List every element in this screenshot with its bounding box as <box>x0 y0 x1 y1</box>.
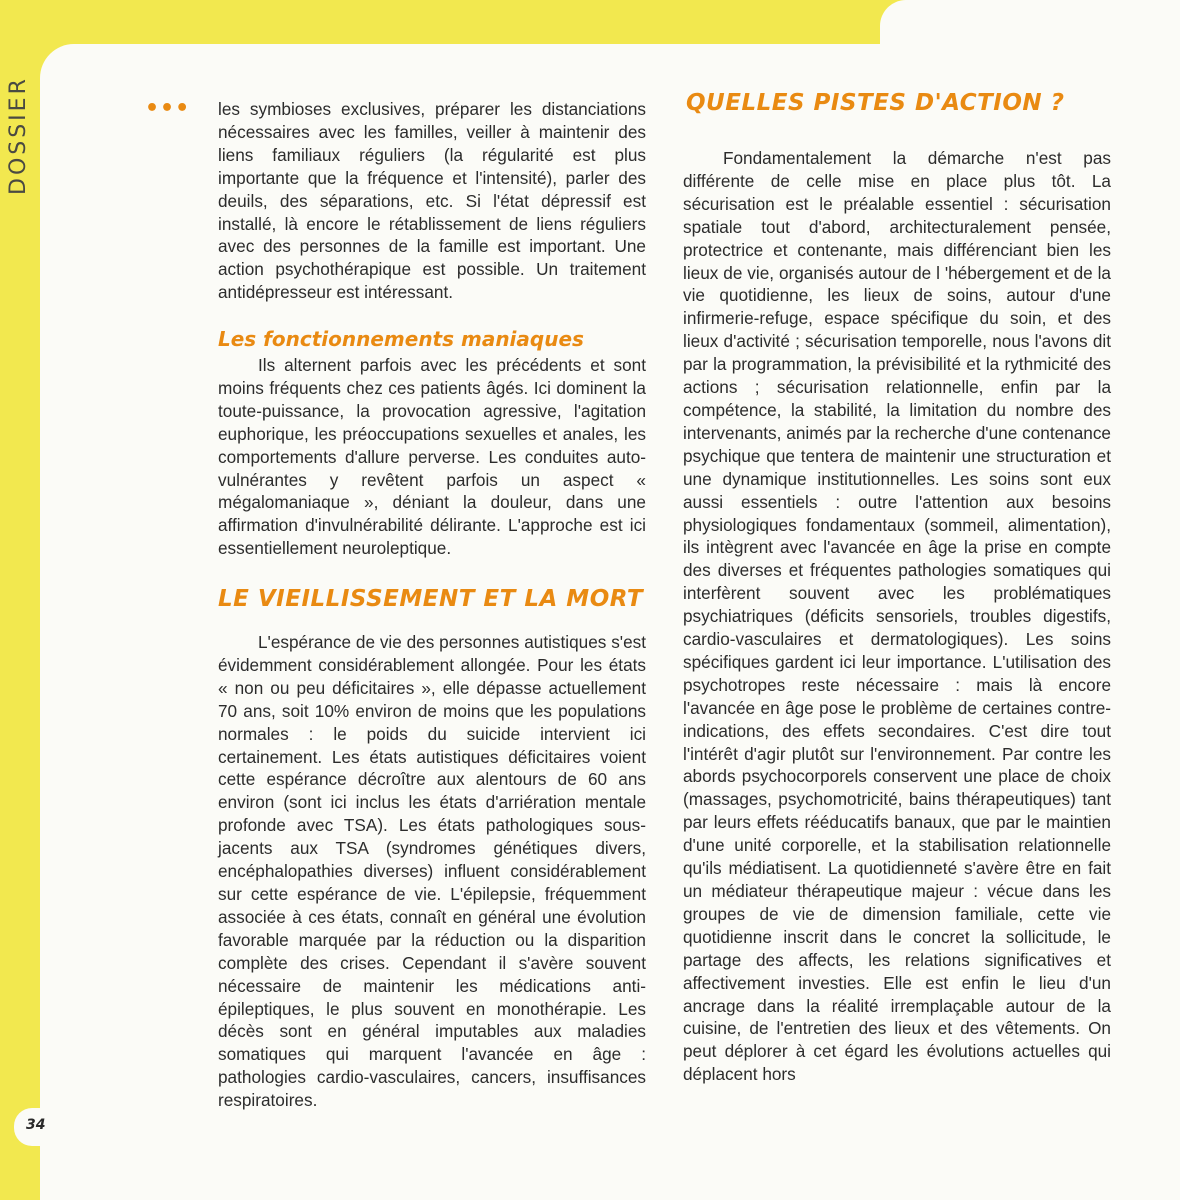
section-tab-label: DOSSIER <box>6 76 31 195</box>
subheading-wrap <box>218 327 584 351</box>
left-paragraph-3: L'espérance de vie des personnes autistiques s'est évidemment considérablement allongée. Pour les états « non ou peu déficitaires », elle dépasse actuellement 70 ans, soit 10% environ de moins que les populations normales : le poids du suicide intervient ici certainement. Les états autistiques déficitaires voient cette espérance décroître aux alentours de 60 ans environ (sont ici inclus les états d'arriération mentale profonde avec TSA). Les états pathologiques sous-jacents aux TSA (syndromes génétiques divers, encéphalopathies diverses) influent considérablement sur cette espérance de vie. L'épilepsie, fréquemment associée à ces états, connaît en général une évolution favorable marquée par la réduction ou la disparition complète des crises. Cependant il s'avère souvent nécessaire de maintenir les médications anti-épileptiques, le plus souvent en monothérapie. Les décès sont en général imputables aux maladies somatiques qui marquent l'avancée en âge : pathologies cardio-vasculaires, cancers, insuffisances respiratoires. <box>218 632 646 1111</box>
right-paragraph-1: Fondamentalement la démarche n'est pas différente de celle mise en place plus tôt. La sécurisation est le préalable essentiel : sécurisation spatiale tout d'abord, architecturalement pensée, protectrice et contenante, mais différenciant bien les lieux de vie, organisés autour de l 'hébergement et de la vie quotidienne, les lieux de soins, autour d'une infirmerie-refuge, espace spécifique du soin, et des lieux d'activité ; sécurisation temporelle, nous l'avons dit par la programmation, la prévisibilité et la rythmicité des actions ; sécurisation relationnelle, enfin par la compétence, la stabilité, la limitation du nombre des intervenants, animés par la recherche d'une contenance psychique que tentera de maintenir une structuration et une dynamique institutionnelles. Les soins sont eux aussi essentiels : outre l'attention aux besoins physiologiques fondamentaux (sommeil, alimentation), ils intègrent avec l'avancée en âge la prise en compte des diverses et fréquentes pathologies somatiques qui interfèrent souvent avec les problématiques psychiatriques (déficits sensoriels, troubles digestifs, cardio-vasculaires et dermatologiques). Les soins spécifiques gardent ici leur importance. L'utilisation des psychotropes reste nécessaire : mais là encore l'avancée en âge pose le problème de certaines contre-indications, des effets secondaires. C'est dire tout l'intérêt d'agir plutôt sur l'environnement. Par contre les abords psychocorporels conservent une place de choix (massages, psychomotricité, bains thérapeutiques) tant par leurs effets rééducatifs banaux, que par le maintien d'une unité corporelle, et la stabilisation relationnelle qu'ils médiatisent. La quotidienneté s'avère être en fait un médiateur thérapeutique majeur : vécue dans les groupes de vie de dimension familiale, cette vie quotidienne inscrit dans le concret la sollicitude, le partage des affects, les relations significatives et affectivement investies. Elle est enfin le lieu d'un ancrage dans la réalité irremplaçable autour de la cuisine, de l'entretien des lieux et des vêtements. On peut déplorer à cet égard les évolutions actuelles qui déplacent hors <box>683 148 1111 1085</box>
heading-pistes-action: QUELLES PISTES D'ACTION ? <box>686 90 1065 116</box>
left-column-part-2 <box>218 354 646 560</box>
continuation-bullet-icon: ••• <box>145 96 191 121</box>
left-column <box>218 98 646 304</box>
subheading-maniaques: Les fonctionnements maniaques <box>218 327 584 351</box>
heading-vieillissement: LE VIEILLISSEMENT ET LA MORT <box>218 586 644 612</box>
left-paragraph-2: Ils alternent parfois avec les précédents et sont moins fréquents chez ces patients âgés. Ici dominent la toute-puissance, la provocation agressive, l'agitation euphorique, les préoccupations sexuelles et anales, les comportements d'allure perverse. Les conduites auto-vulnérantes y revêtent parfois un aspect « mégalomaniaque », déniant la douleur, dans une affirmation d'invulnérabilité délirante. L'approche est ici essentiellement neuroleptique. <box>218 355 646 559</box>
left-paragraph-1: les symbioses exclusives, préparer les distanciations nécessaires avec les familles, veiller à maintenir des liens familiaux réguliers (la régularité est plus importante que la fréquence et l'intensité), parler des deuils, des séparations, etc. Si l'état dépressif est installé, là encore le rétablissement de liens réguliers avec des personnes de la famille est important. Une action psychothérapique est possible. Un traitement antidépresseur est intéressant. <box>218 99 646 303</box>
page-tab-notch <box>880 0 1180 44</box>
page-number: 34 <box>26 1117 46 1133</box>
heading-wrap-pistes <box>686 90 1065 116</box>
right-column <box>683 147 1111 1086</box>
left-column-part-3 <box>218 631 646 1112</box>
heading-wrap-vieillissement <box>218 586 643 612</box>
